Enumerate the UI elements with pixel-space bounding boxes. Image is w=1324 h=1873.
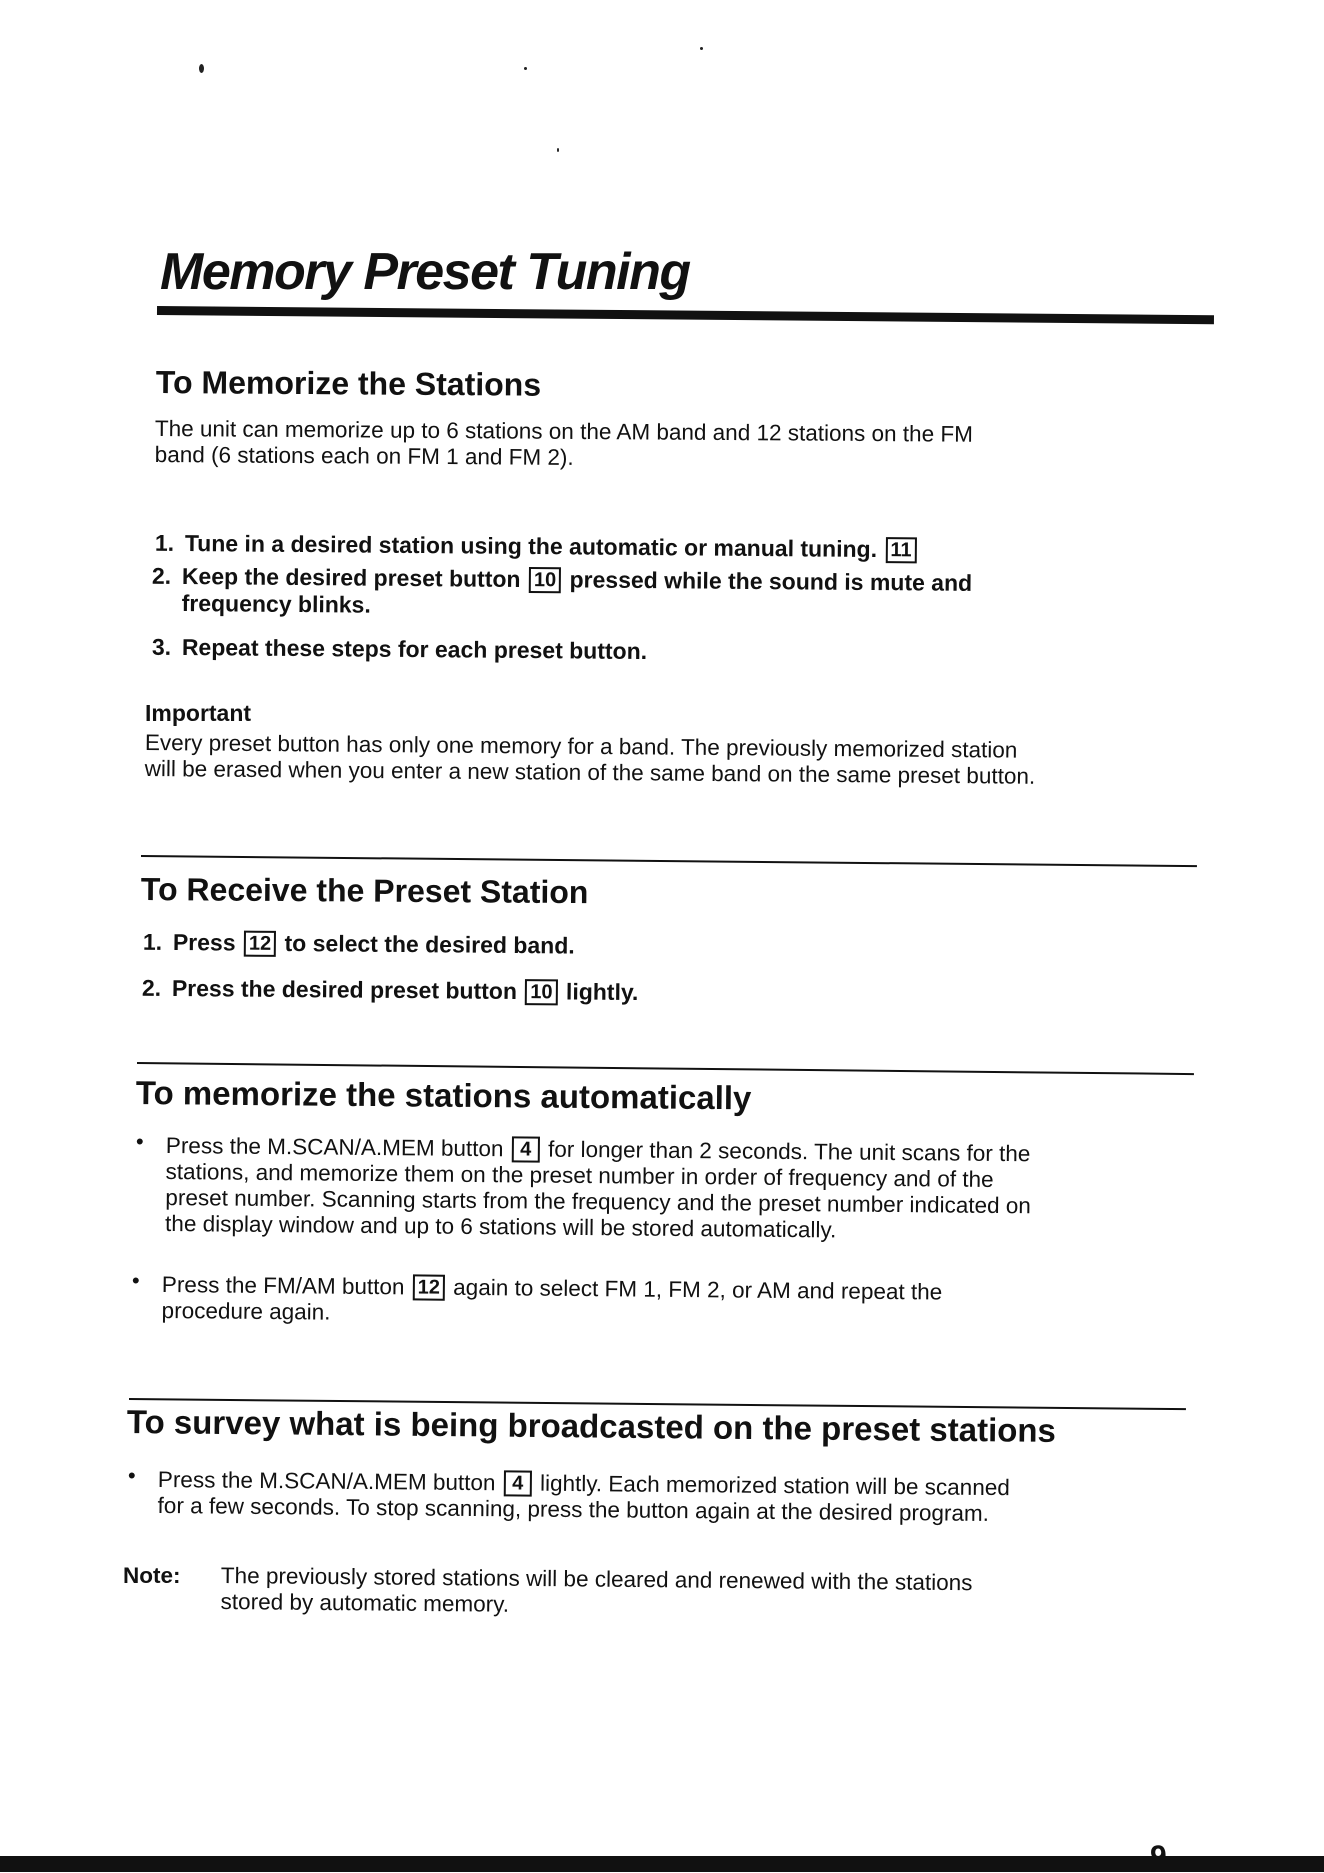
button-ref-11: 11 — [885, 537, 916, 563]
important-label: Important — [145, 700, 252, 726]
section-rule-receive — [141, 855, 1197, 867]
memorize-step-2: 2. Keep the desired preset button 10 pressed while the sound is mute and frequency blinks. — [151, 562, 973, 618]
section-heading-automatic: To memorize the stations automatically — [135, 1074, 752, 1117]
button-ref-4: 4 — [504, 1470, 532, 1496]
section-heading-survey: To survey what is being broadcasted on the preset stations — [126, 1403, 1057, 1449]
button-ref-4: 4 — [512, 1136, 540, 1162]
section-heading-receive: To Receive the Preset Station — [140, 871, 589, 911]
button-ref-12: 12 — [244, 931, 276, 957]
title-underline — [157, 306, 1214, 324]
section-heading-memorize: To Memorize the Stations — [155, 364, 542, 403]
receive-step-2: 2. Press the desired preset button 10 lightly. — [141, 974, 639, 1006]
section-rule-automatic — [137, 1062, 1194, 1075]
button-ref-12: 12 — [413, 1274, 445, 1300]
scan-speck — [199, 64, 204, 73]
button-ref-10: 10 — [525, 979, 557, 1005]
note-label: Note: — [123, 1563, 181, 1588]
important-text: Every preset button has only one memory for a band. The previously memorized station will be erased when you enter a new station of the same band on the same preset button. — [144, 730, 1036, 789]
memorize-step-1: 1. Tune in a desired station using the automatic or manual tuning. 11 — [185, 530, 1135, 565]
memorize-step-3: 3. Repeat these steps for each preset button. — [151, 633, 648, 665]
scan-speck — [700, 47, 703, 50]
note-text: The previously stored stations will be cleared and renewed with the stations stored by automatic memory. — [220, 1563, 973, 1617]
scan-bottom-edge — [0, 1856, 1324, 1872]
receive-step-1: 1. Press 12 to select the desired band. — [142, 928, 575, 959]
memorize-intro: The unit can memorize up to 6 stations on the AM band and 12 stations on the FM band (6 stations each on FM 1 and FM 2). — [154, 416, 973, 470]
page-title: Memory Preset Tuning — [160, 243, 690, 301]
automatic-bullet-2: • Press the FM/AM button 12 again to select FM 1, FM 2, or AM and repeat the procedure again. — [131, 1267, 943, 1325]
scan-speck — [557, 148, 559, 152]
button-ref-10: 10 — [529, 567, 561, 593]
scan-speck — [524, 67, 527, 70]
automatic-bullet-1: • Press the M.SCAN/A.MEM button 4 for longer than 2 seconds. The unit scans for the stations, and memorize them on the preset number in order of frequency and of the preset number. Scanning starts from the frequency and the preset number indicated on the display window and up to 6 stations will be stored automatically. — [135, 1128, 1031, 1243]
survey-bullet-1: • Press the M.SCAN/A.MEM button 4 lightly. Each memorized station will be scanned for a few seconds. To stop scanning, press the button again at the desired program. — [127, 1462, 1010, 1526]
